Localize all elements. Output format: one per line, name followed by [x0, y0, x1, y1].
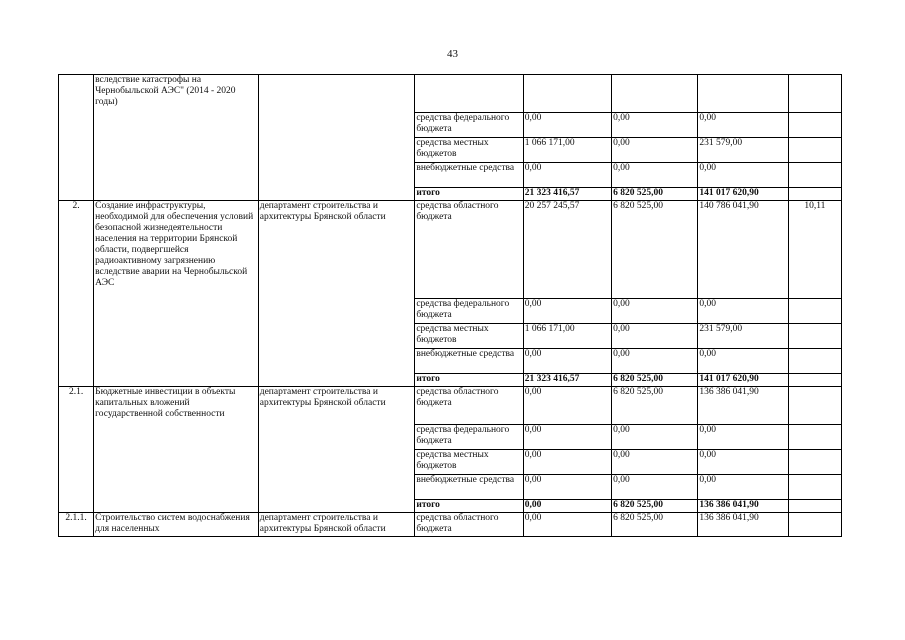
funding-source-cell: итого — [415, 500, 523, 513]
item-name-cell: Строительство систем водоснабжения для населенных — [94, 513, 259, 537]
table-row — [59, 201, 842, 299]
amount-cell: 0,00 — [523, 450, 611, 475]
amount-cell: 141 017 620,90 — [698, 374, 788, 387]
funding-source-cell: средства местных бюджетов — [415, 450, 523, 475]
table-row — [59, 513, 842, 537]
indicator-cell — [788, 188, 841, 201]
indicator-cell — [788, 500, 841, 513]
indicator-cell — [788, 425, 841, 450]
funding-source-cell: средства областного бюджета — [415, 387, 523, 425]
funding-source-cell: итого — [415, 188, 523, 201]
item-number-cell — [59, 75, 94, 201]
amount-cell: 0,00 — [698, 425, 788, 450]
amount-cell: 0,00 — [698, 349, 788, 374]
amount-cell: 6 820 525,00 — [612, 387, 698, 425]
amount-cell: 0,00 — [612, 349, 698, 374]
amount-cell — [698, 75, 788, 113]
amount-cell: 0,00 — [698, 163, 788, 188]
page-number: 43 — [447, 48, 458, 60]
amount-cell: 6 820 525,00 — [612, 374, 698, 387]
indicator-cell — [788, 75, 841, 113]
amount-cell: 6 820 525,00 — [612, 201, 698, 299]
amount-cell: 0,00 — [698, 450, 788, 475]
indicator-cell — [788, 387, 841, 425]
amount-cell: 0,00 — [523, 387, 611, 425]
executor-cell: департамент строительства и архитектуры Брянской области — [258, 513, 415, 537]
amount-cell: 21 323 416,57 — [523, 374, 611, 387]
item-number-cell: 2.1. — [59, 387, 94, 513]
amount-cell: 0,00 — [523, 349, 611, 374]
amount-cell — [612, 75, 698, 113]
item-number-cell: 2. — [59, 201, 94, 387]
amount-cell: 6 820 525,00 — [612, 188, 698, 201]
amount-cell: 0,00 — [523, 425, 611, 450]
amount-cell: 140 786 041,90 — [698, 201, 788, 299]
amount-cell: 0,00 — [523, 513, 611, 537]
indicator-cell — [788, 299, 841, 324]
amount-cell: 0,00 — [612, 450, 698, 475]
table-row — [59, 75, 842, 113]
amount-cell: 136 386 041,90 — [698, 387, 788, 425]
amount-cell — [523, 75, 611, 113]
amount-cell: 20 257 245,57 — [523, 201, 611, 299]
indicator-cell — [788, 349, 841, 374]
indicator-cell — [788, 163, 841, 188]
funding-source-cell — [415, 75, 523, 113]
indicator-cell — [788, 324, 841, 349]
funding-source-cell: внебюджетные средства — [415, 475, 523, 500]
executor-cell: департамент строительства и архитектуры Брянской области — [258, 387, 415, 513]
funding-source-cell: внебюджетные средства — [415, 163, 523, 188]
amount-cell: 0,00 — [612, 138, 698, 163]
funding-source-cell: итого — [415, 374, 523, 387]
indicator-cell — [788, 450, 841, 475]
indicator-cell — [788, 374, 841, 387]
item-name-cell: вследствие катастрофы на Чернобыльской АЭС" (2014 - 2020 годы) — [94, 75, 259, 201]
amount-cell: 0,00 — [523, 113, 611, 138]
amount-cell: 6 820 525,00 — [612, 513, 698, 537]
amount-cell: 0,00 — [523, 163, 611, 188]
amount-cell: 136 386 041,90 — [698, 500, 788, 513]
amount-cell: 0,00 — [612, 324, 698, 349]
amount-cell: 136 386 041,90 — [698, 513, 788, 537]
executor-cell — [258, 75, 415, 201]
amount-cell: 0,00 — [523, 299, 611, 324]
amount-cell: 6 820 525,00 — [612, 500, 698, 513]
funding-source-cell: средства областного бюджета — [415, 513, 523, 537]
item-name-cell: Создание инфраструктуры, необходимой для обеспечения условий безопасной жизнедеятельности населения на территории Брянской области, подвергшейся радиоактивному загрязнению вследствие аварии на Чернобыльской АЭС — [94, 201, 259, 387]
table-row — [59, 387, 842, 425]
amount-cell: 0,00 — [612, 425, 698, 450]
funding-source-cell: средства федерального бюджета — [415, 113, 523, 138]
amount-cell: 0,00 — [698, 113, 788, 138]
amount-cell: 0,00 — [612, 299, 698, 324]
amount-cell: 141 017 620,90 — [698, 188, 788, 201]
indicator-cell — [788, 138, 841, 163]
amount-cell: 1 066 171,00 — [523, 324, 611, 349]
funding-source-cell: средства федерального бюджета — [415, 299, 523, 324]
item-number-cell: 2.1.1. — [59, 513, 94, 537]
indicator-cell — [788, 475, 841, 500]
indicator-cell: 10,11 — [788, 201, 841, 299]
budget-table — [58, 74, 842, 537]
funding-source-cell: средства областного бюджета — [415, 201, 523, 299]
amount-cell: 231 579,00 — [698, 324, 788, 349]
amount-cell: 0,00 — [523, 475, 611, 500]
executor-cell: департамент строительства и архитектуры Брянской области — [258, 201, 415, 387]
funding-source-cell: средства федерального бюджета — [415, 425, 523, 450]
amount-cell: 21 323 416,57 — [523, 188, 611, 201]
amount-cell: 0,00 — [612, 163, 698, 188]
amount-cell: 0,00 — [698, 299, 788, 324]
indicator-cell — [788, 513, 841, 537]
amount-cell: 1 066 171,00 — [523, 138, 611, 163]
indicator-cell — [788, 113, 841, 138]
amount-cell: 0,00 — [612, 475, 698, 500]
funding-source-cell: средства местных бюджетов — [415, 324, 523, 349]
item-name-cell: Бюджетные инвестиции в объекты капитальных вложений государственной собственности — [94, 387, 259, 513]
funding-source-cell: внебюджетные средства — [415, 349, 523, 374]
amount-cell: 0,00 — [698, 475, 788, 500]
amount-cell: 0,00 — [612, 113, 698, 138]
amount-cell: 0,00 — [523, 500, 611, 513]
amount-cell: 231 579,00 — [698, 138, 788, 163]
funding-source-cell: средства местных бюджетов — [415, 138, 523, 163]
